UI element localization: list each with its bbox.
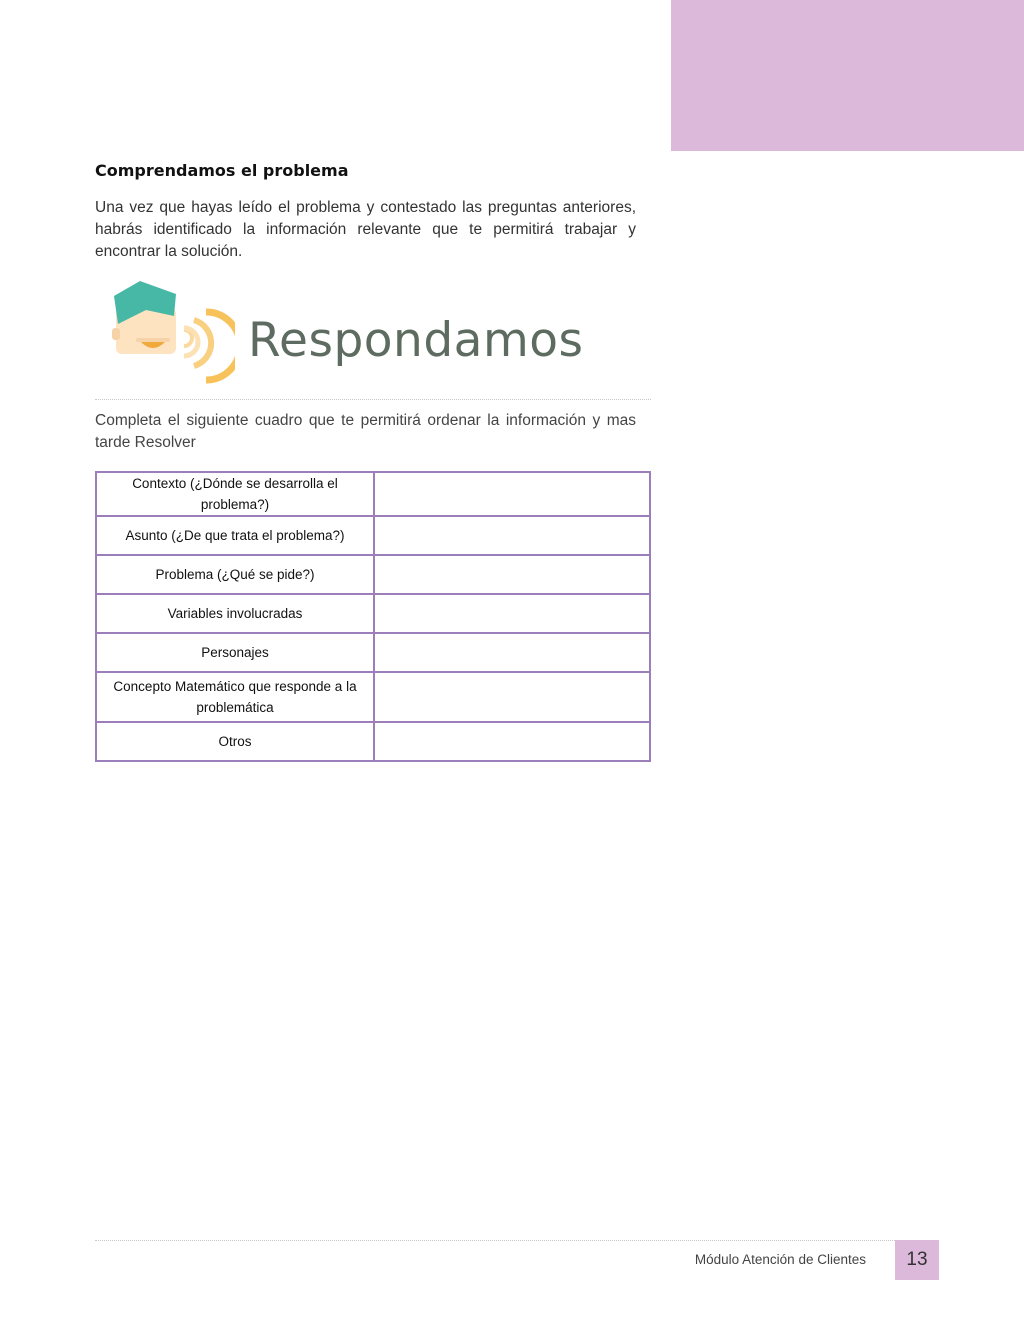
footer-divider: [95, 1240, 895, 1241]
row-answer-cell[interactable]: [374, 722, 650, 761]
table-row: [96, 633, 650, 672]
respond-title: Respondamos: [248, 313, 584, 368]
row-answer-cell[interactable]: [374, 633, 650, 672]
row-label: Asunto (¿De que trata el problema?): [96, 516, 374, 555]
table-row: [96, 516, 650, 555]
row-label: Problema (¿Qué se pide?): [96, 555, 374, 594]
speaking-person-icon: [110, 280, 235, 385]
row-answer-cell[interactable]: [374, 555, 650, 594]
intro-paragraph: Una vez que hayas leído el problema y contestado las preguntas anteriores, habrás identificado la información relevante que te permitirá trabajar y encontrar la solución.: [95, 199, 636, 260]
table-row: [96, 594, 650, 633]
table-row: [96, 472, 650, 516]
row-label: Contexto (¿Dónde se desarrolla el problema?): [96, 472, 374, 516]
row-label: Concepto Matemático que responde a la problemática: [96, 672, 374, 722]
section-heading: Comprendamos el problema: [95, 161, 349, 180]
info-table: [95, 471, 651, 762]
instructions-paragraph: Completa el siguiente cuadro que te permitirá ordenar la información y mas tarde Resolver: [95, 412, 636, 451]
divider: [95, 399, 651, 400]
table-row: [96, 672, 650, 722]
row-label: Variables involucradas: [96, 594, 374, 633]
row-answer-cell[interactable]: [374, 516, 650, 555]
row-answer-cell[interactable]: [374, 472, 650, 516]
row-label: Personajes: [96, 633, 374, 672]
corner-decoration: [671, 0, 1024, 151]
row-answer-cell[interactable]: [374, 594, 650, 633]
footer-module-name: Módulo Atención de Clientes: [694, 1252, 866, 1267]
table-row: [96, 555, 650, 594]
table-row: [96, 722, 650, 761]
row-label: Otros: [96, 722, 374, 761]
row-answer-cell[interactable]: [374, 672, 650, 722]
page-number-badge: 13: [895, 1240, 939, 1280]
